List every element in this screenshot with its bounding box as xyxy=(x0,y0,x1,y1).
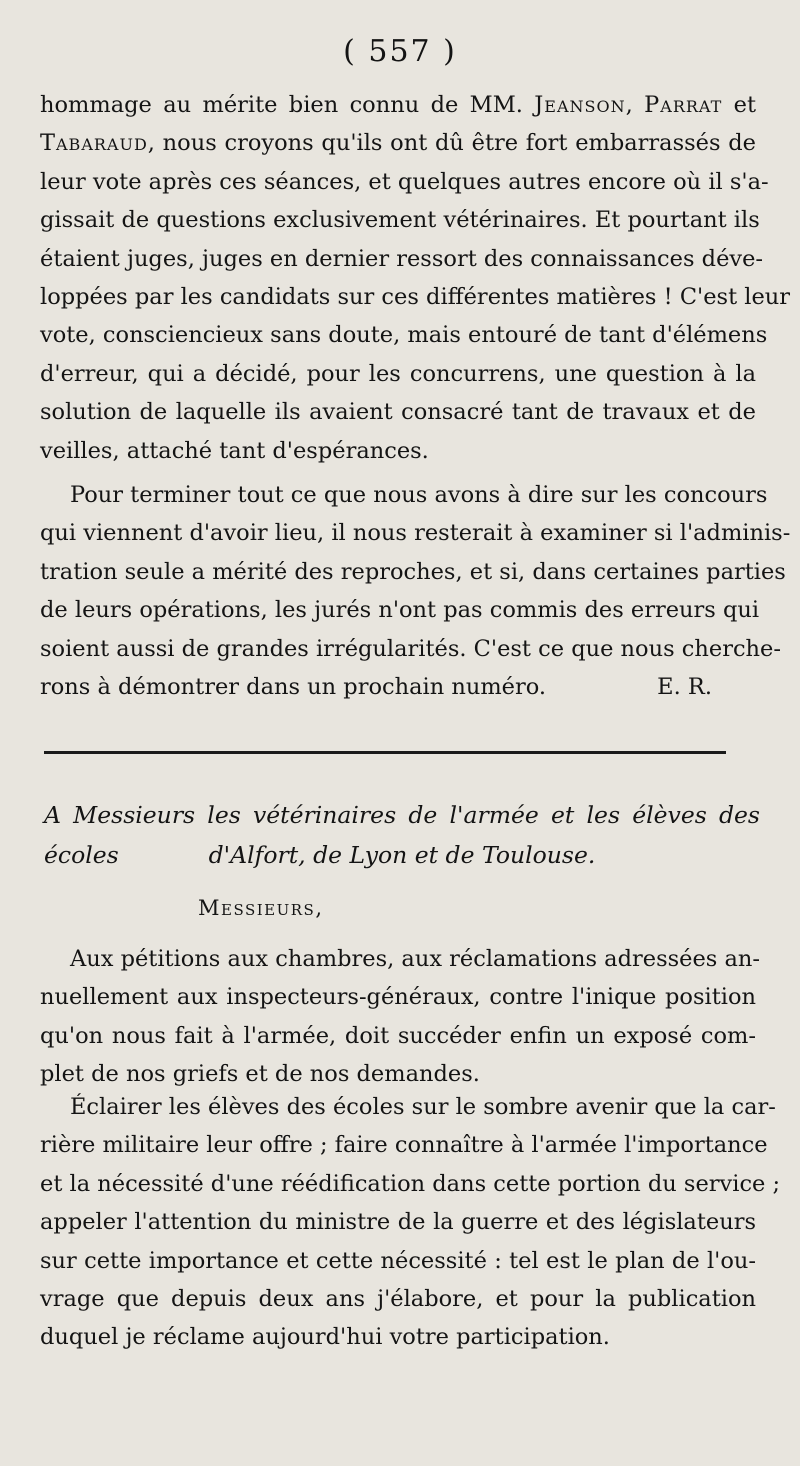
paragraph-conclusion xyxy=(40,476,791,706)
letter-title-line-2: d'Alfort, de Lyon et de Toulouse. xyxy=(208,841,596,869)
text-line: étaient juges, juges en dernier ressort des connaissances déve- xyxy=(40,245,764,272)
text-line: qui viennent d'avoir lieu, il nous resterait à examiner si l'adminis- xyxy=(40,520,791,547)
text-line: vrage que depuis deux ans j'élabore, et pour la publication xyxy=(40,1285,756,1312)
name-jeanson: Jeanson xyxy=(534,92,626,118)
name-tabaraud: Tabaraud xyxy=(40,130,148,157)
text-line: d'erreur, qui a décidé, pour les concurrens, une question à la xyxy=(40,360,756,387)
text-line: qu'on nous fait à l'armée, doit succéder enfin un exposé com- xyxy=(40,1022,756,1049)
salutation: Messieurs, xyxy=(198,896,324,920)
text-line: Éclairer les élèves des écoles sur le sombre avenir que la car- xyxy=(70,1094,776,1120)
signature: E. R. xyxy=(657,673,712,700)
letter-paragraph-2 xyxy=(40,1088,781,1357)
section-divider xyxy=(44,751,726,754)
paragraph-continuation xyxy=(40,86,791,470)
text-line: leur vote après ces séances, et quelques autres encore où il s'a- xyxy=(40,168,769,195)
text-line: de leurs opérations, les jurés n'ont pas commis des erreurs qui xyxy=(40,597,760,624)
text-line: gissait de questions exclusivement vétérinaires. Et pourtant ils xyxy=(40,207,760,234)
text-line: plet de nos griefs et de nos demandes. xyxy=(40,1061,480,1088)
letter-title-line-1: A Messieurs les vétérinaires de l'armée et les élèves des écoles xyxy=(44,801,760,869)
text-line: Aux pétitions aux chambres, aux réclamations adressées an- xyxy=(70,946,760,972)
letter-paragraph-1 xyxy=(40,940,760,1094)
text-line: loppées par les candidats sur ces différentes matières ! C'est leur xyxy=(40,283,791,310)
text-line: rière militaire leur offre ; faire connaître à l'armée l'importance xyxy=(40,1132,768,1159)
text-line: soient aussi de grandes irrégularités. C'est ce que nous cherche- xyxy=(40,635,781,662)
text-line: tration seule a mérité des reproches, et si, dans certaines parties xyxy=(40,558,786,585)
text-line: rons à démontrer dans un prochain numéro. E. R. xyxy=(40,668,756,706)
name-parrat: Parrat xyxy=(644,92,723,118)
text-line: vote, consciencieux sans doute, mais entouré de tant d'élémens xyxy=(40,322,768,349)
text-line: hommage au mérite bien connu de MM. Jeanson, Parrat et xyxy=(40,92,757,118)
text-line: duquel je réclame aujourd'hui votre participation. xyxy=(40,1324,610,1351)
text-line: appeler l'attention du ministre de la guerre et des législateurs xyxy=(40,1209,756,1236)
page-number: ( 557 ) xyxy=(343,34,457,69)
text-line: Tabaraud, nous croyons qu'ils ont dû être fort embarrassés de xyxy=(40,130,756,157)
text-line: sur cette importance et cette nécessité : tel est le plan de l'ou- xyxy=(40,1247,756,1274)
text-line: Pour terminer tout ce que nous avons à dire sur les concours xyxy=(70,482,768,508)
text-line: et la nécessité d'une réédification dans cette portion du service ; xyxy=(40,1170,781,1197)
text-line: veilles, attaché tant d'espérances. xyxy=(40,437,429,464)
text-line: nuellement aux inspecteurs-généraux, contre l'inique position xyxy=(40,984,756,1011)
text-line: solution de laquelle ils avaient consacré tant de travaux et de xyxy=(40,399,756,426)
